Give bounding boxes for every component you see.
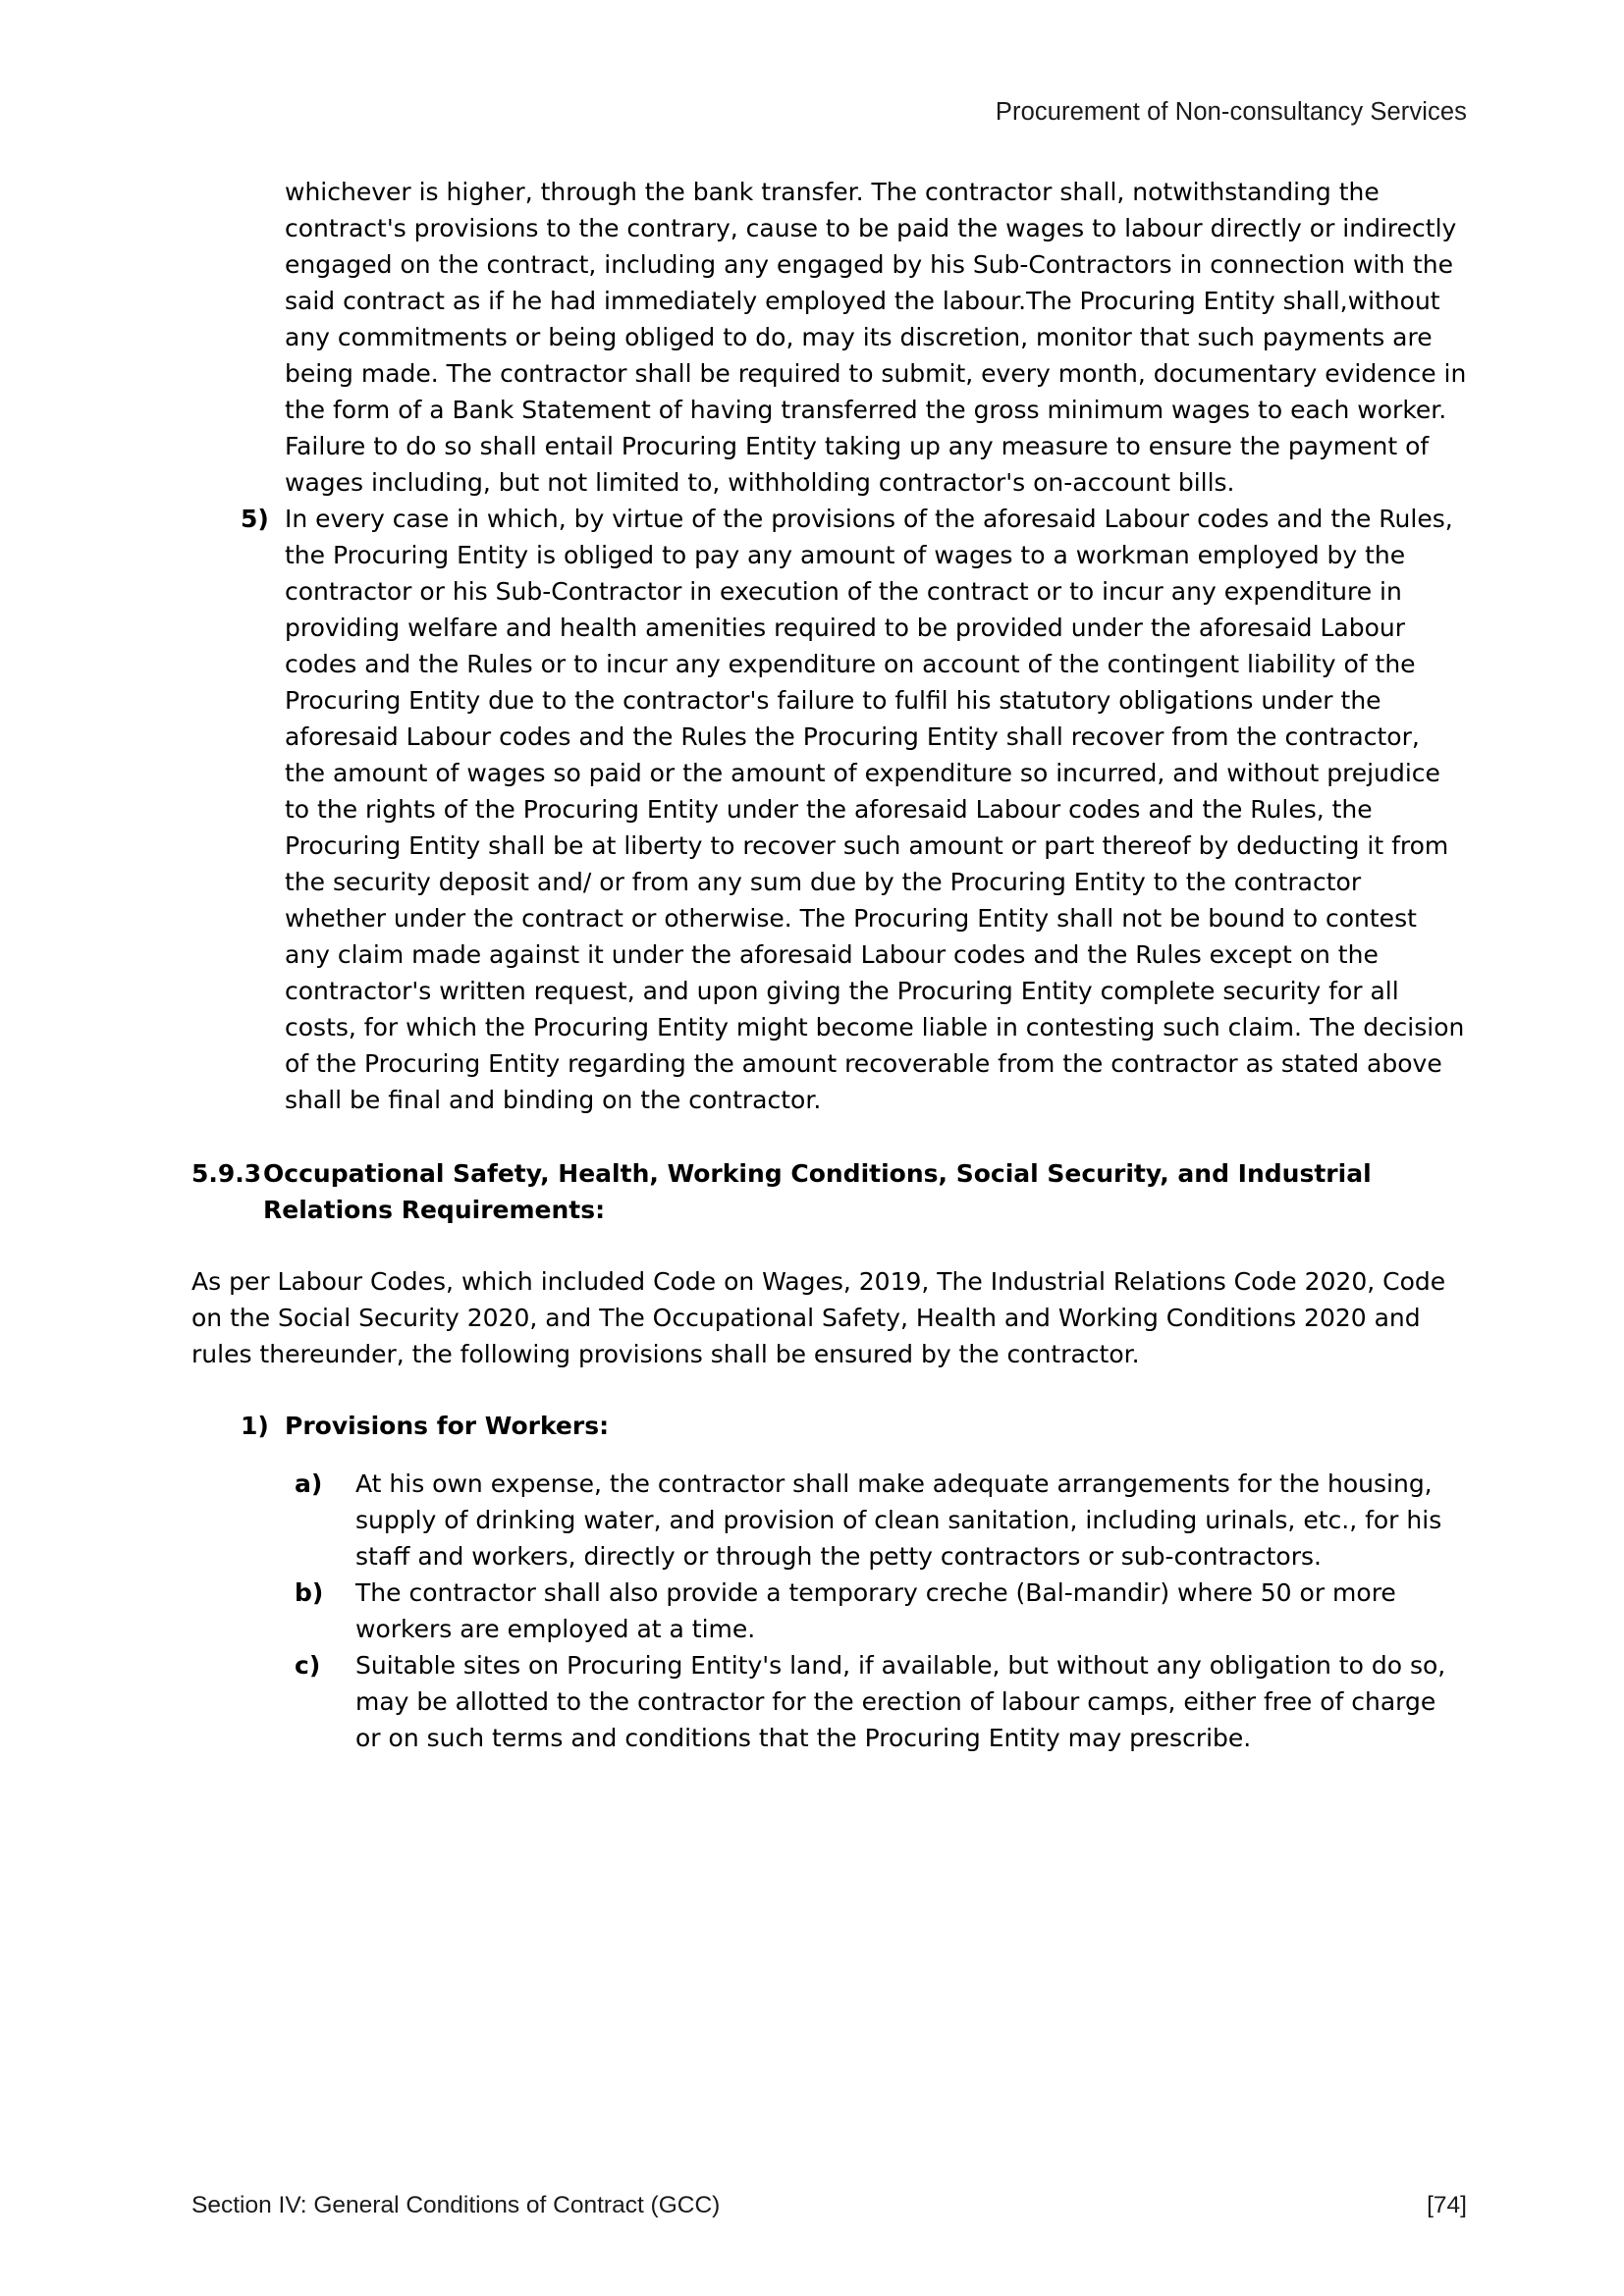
- list-item-text: In every case in which, by virtue of the provisions of the aforesaid Labour codes and the Rules, the Procuring Entity is obliged to pay any amount of wages to a workman employed by the contractor or his Sub-Contractor in execution of the contract or to incur any expenditure in providing welfare and health amenities required to be provided under the aforesaid Labour codes and the Rules or to incur any expenditure on account of the contingent liability of the Procuring Entity due to the contractor's failure to fulfil his statutory obligations under the aforesaid Labour codes and the Rules the Procuring Entity shall recover from the contractor, the amount of wages so paid or the amount of expenditure so incurred, and without prejudice to the rights of the Procuring Entity under the aforesaid Labour codes and the Rules, the Procuring Entity shall be at liberty to recover such amount or part thereof by deducting it from the security deposit and/ or from any sum due by the Procuring Entity to the contractor whether under the contract or otherwise. The Procuring Entity shall not be bound to contest any claim made against it under the aforesaid Labour codes and the Rules except on the contractor's written request, and upon giving the Procuring Entity complete security for all costs, for which the Procuring Entity might become liable in contesting such claim. The decision of the Procuring Entity regarding the amount recoverable from the contractor as stated above shall be final and binding on the contractor.: [285, 505, 1465, 1114]
- footer-section-label: Section IV: General Conditions of Contract (GCC): [191, 2192, 721, 2218]
- section-number: 5.9.3: [191, 1159, 262, 1188]
- list-item-text: At his own expense, the contractor shall make adequate arrangements for the housing, supply of drinking water, and provision of clean sanitation, including urinals, etc., for his staff and workers, directly or through the petty contractors or sub-contractors.: [355, 1469, 1442, 1571]
- list-marker: 5): [241, 505, 269, 533]
- list-marker: c): [295, 1651, 321, 1680]
- section-intro-paragraph: As per Labour Codes, which included Code on Wages, 2019, The Industrial Relations Code 2020, Code on the Social Security 2020, and The Occupational Safety, Health and Working Conditions 2020 and rules thereunder, the following provisions shall be ensured by the contractor.: [191, 1267, 1446, 1368]
- section-title: Occupational Safety, Health, Working Conditions, Social Security, and Industrial Relations Requirements:: [263, 1159, 1372, 1224]
- page-footer: [191, 2192, 1467, 2219]
- list-item: [295, 1466, 1467, 1575]
- list-item-text: Suitable sites on Procuring Entity's land, if available, but without any obligation to do so, may be allotted to the contractor for the erection of labour camps, either free of charge or on such terms and conditions that the Procuring Entity may prescribe.: [355, 1651, 1446, 1752]
- list-marker: b): [295, 1578, 324, 1607]
- subsection-heading-provisions-for-workers: [241, 1408, 1467, 1444]
- list-item-text: The contractor shall also provide a temporary creche (Bal-mandir) where 50 or more workers are employed at a time.: [355, 1578, 1396, 1643]
- list-marker: a): [295, 1469, 323, 1498]
- page-number: [74]: [1427, 2192, 1467, 2218]
- numbered-item-5: [241, 501, 1467, 1118]
- list-item: [295, 1575, 1467, 1647]
- lettered-list: [295, 1466, 1467, 1756]
- subsection-marker: 1): [241, 1412, 269, 1440]
- section-heading-5-9-3: [191, 1155, 1467, 1228]
- header-title: Procurement of Non-consultancy Services: [995, 98, 1467, 126]
- continued-paragraph: whichever is higher, through the bank transfer. The contractor shall, notwithstanding the contract's provisions to the contrary, cause to be paid the wages to labour directly or indirectly engaged on the contract, including any engaged by his Sub-Contractors in connection with the said contract as if he had immediately employed the labour.The Procuring Entity shall,without any commitments or being obliged to do, may its discretion, monitor that such payments are being made. The contractor shall be required to submit, every month, documentary evidence in the form of a Bank Statement of having transferred the gross minimum wages to each worker. Failure to do so shall entail Procuring Entity taking up any measure to ensure the payment of wages including, but not limited to, withholding contractor's on-account bills.: [285, 178, 1467, 497]
- list-item: [295, 1647, 1467, 1756]
- page-header: [191, 98, 1467, 127]
- subsection-title: Provisions for Workers:: [285, 1412, 610, 1440]
